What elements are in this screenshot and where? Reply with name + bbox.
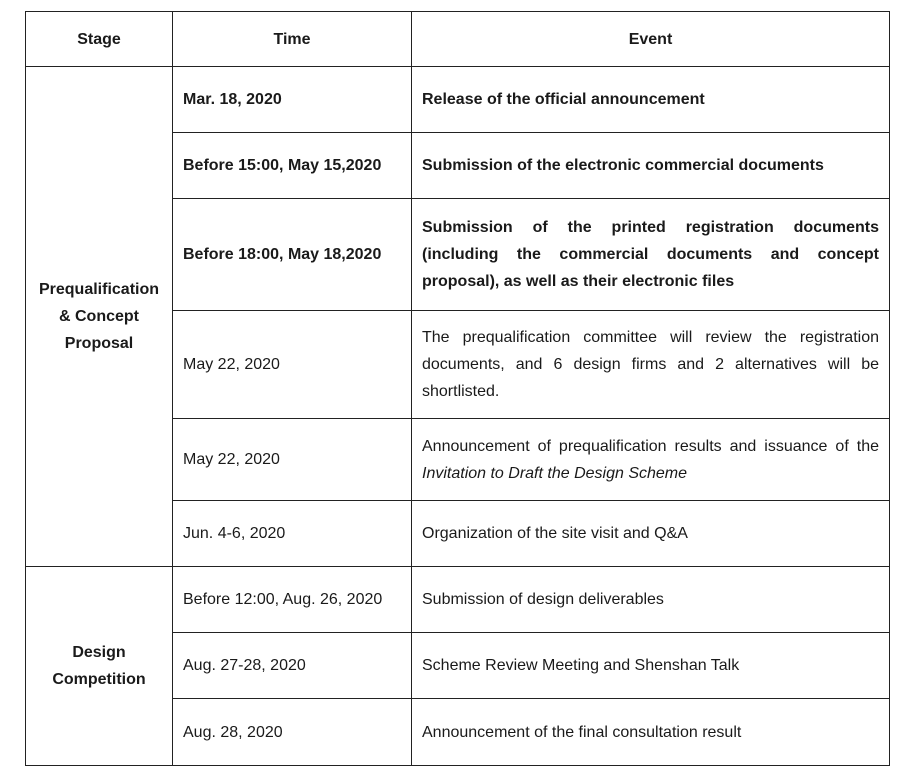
time-cell: Aug. 28, 2020 xyxy=(173,699,412,766)
event-cell: Release of the official announcement xyxy=(412,67,890,133)
header-time: Time xyxy=(173,12,412,67)
stage-cell-prequalification: Prequalification & Concept Proposal xyxy=(26,67,173,567)
header-stage: Stage xyxy=(26,12,173,67)
time-cell: Jun. 4-6, 2020 xyxy=(173,501,412,567)
header-row xyxy=(26,12,890,67)
stage-cell-design-competition: Design Competition xyxy=(26,567,173,766)
time-cell: Before 18:00, May 18,2020 xyxy=(173,199,412,311)
time-cell: Mar. 18, 2020 xyxy=(173,67,412,133)
event-cell: Submission of the electronic commercial documents xyxy=(412,133,890,199)
event-cell: Submission of design deliverables xyxy=(412,567,890,633)
time-cell: Before 12:00, Aug. 26, 2020 xyxy=(173,567,412,633)
event-cell: Submission of the printed registration documents (including the commercial documents and concept proposal), as well as their electronic files xyxy=(412,199,890,311)
time-cell: May 22, 2020 xyxy=(173,419,412,501)
event-cell xyxy=(412,419,890,501)
header-event: Event xyxy=(412,12,890,67)
event-cell: Announcement of the final consultation result xyxy=(412,699,890,766)
event-cell: Organization of the site visit and Q&A xyxy=(412,501,890,567)
schedule-table xyxy=(25,11,890,766)
time-cell: Aug. 27-28, 2020 xyxy=(173,633,412,699)
event-cell: The prequalification committee will review the registration documents, and 6 design firms and 2 alternatives will be shortlisted. xyxy=(412,311,890,419)
time-cell: May 22, 2020 xyxy=(173,311,412,419)
invitation-title: Invitation to Draft the Design Scheme xyxy=(422,464,688,482)
event-text: Announcement of prequalification results and issuance of the xyxy=(422,437,879,455)
table-row xyxy=(26,67,890,133)
event-cell: Scheme Review Meeting and Shenshan Talk xyxy=(412,633,890,699)
table-row xyxy=(26,567,890,633)
time-cell: Before 15:00, May 15,2020 xyxy=(173,133,412,199)
